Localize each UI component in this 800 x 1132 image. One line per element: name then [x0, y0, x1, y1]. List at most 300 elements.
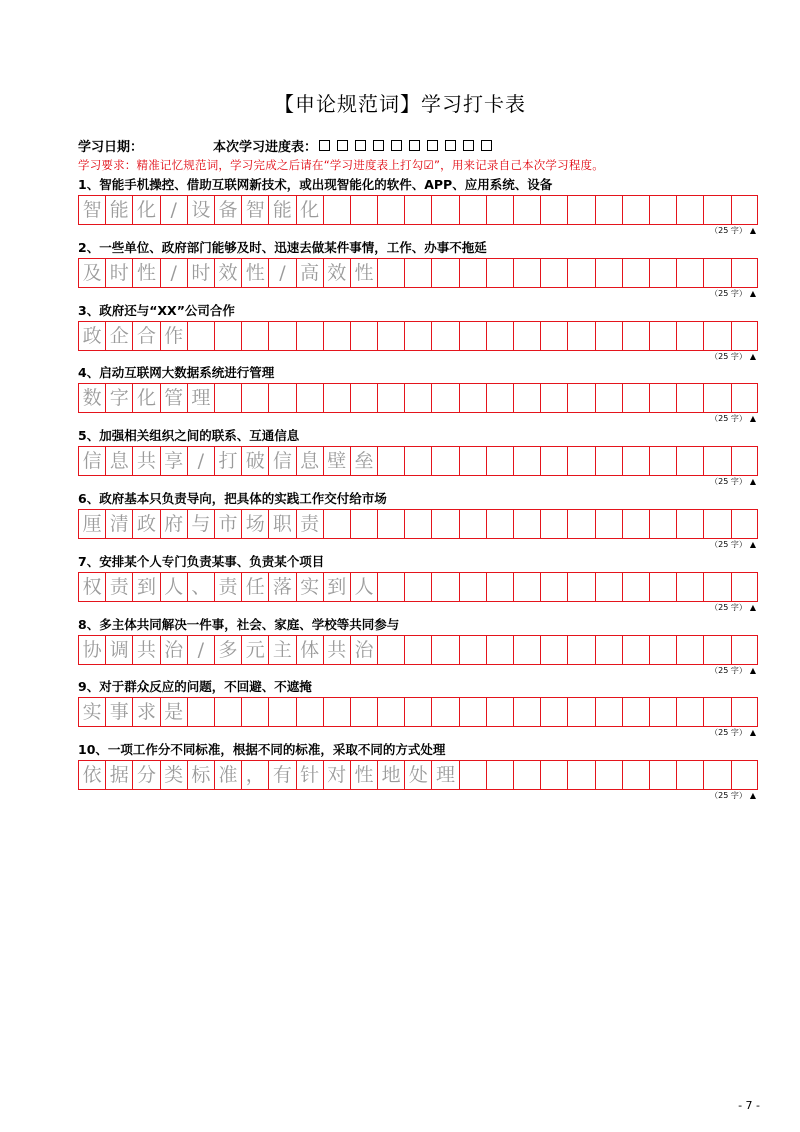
grid-cell[interactable]: [432, 698, 459, 726]
grid-cell[interactable]: [623, 510, 650, 538]
grid-cell[interactable]: [650, 698, 677, 726]
grid-cell[interactable]: 效: [215, 259, 242, 287]
grid-cell[interactable]: 依: [79, 761, 106, 789]
progress-checkbox[interactable]: [373, 140, 384, 151]
progress-checkbox[interactable]: [481, 140, 492, 151]
grid-cell[interactable]: [568, 196, 595, 224]
triangle-marker-icon: ▲: [749, 540, 756, 549]
grid-cell[interactable]: [351, 384, 378, 412]
grid-cell[interactable]: [623, 698, 650, 726]
char-count-note: [78, 665, 758, 677]
grid-cell[interactable]: [541, 322, 568, 350]
grid-cell[interactable]: /: [161, 196, 188, 224]
grid-cell[interactable]: [623, 447, 650, 475]
grid-cell[interactable]: 对: [324, 761, 351, 789]
triangle-marker-icon: ▲: [749, 791, 756, 801]
triangle-marker-icon: ▲: [749, 226, 756, 235]
grid-cell[interactable]: [677, 259, 704, 287]
char-count-label: （25 字）: [710, 351, 747, 361]
grid-cell[interactable]: [487, 636, 514, 664]
progress-checkbox[interactable]: [463, 140, 474, 151]
char-count-note: [78, 288, 758, 300]
grid-cell[interactable]: [324, 510, 351, 538]
progress-checkbox[interactable]: [445, 140, 456, 151]
grid-cell[interactable]: [704, 510, 731, 538]
grid-cell[interactable]: /: [269, 259, 296, 287]
grid-cell[interactable]: [487, 698, 514, 726]
grid-cell[interactable]: [650, 322, 677, 350]
grid-cell[interactable]: [324, 384, 351, 412]
char-count-label: （25 字）: [710, 728, 747, 738]
grid-cell[interactable]: 理: [188, 384, 215, 412]
writing-grid: [78, 635, 758, 665]
grid-cell[interactable]: [596, 636, 623, 664]
grid-cell[interactable]: 任: [242, 573, 269, 601]
grid-cell[interactable]: [460, 636, 487, 664]
grid-cell[interactable]: [487, 196, 514, 224]
grid-cell[interactable]: 治: [351, 636, 378, 664]
study-header-row: [78, 136, 492, 154]
grid-cell[interactable]: 针: [297, 761, 324, 789]
grid-cell[interactable]: [514, 636, 541, 664]
char-count-note: [78, 790, 758, 802]
grid-cell[interactable]: [460, 384, 487, 412]
practice-item: [78, 741, 758, 802]
grid-cell[interactable]: [732, 447, 759, 475]
triangle-marker-icon: ▲: [749, 477, 756, 487]
grid-cell[interactable]: [188, 698, 215, 726]
grid-cell[interactable]: 享: [161, 447, 188, 475]
grid-cell[interactable]: [324, 196, 351, 224]
grid-cell[interactable]: 高: [297, 259, 324, 287]
grid-cell[interactable]: [432, 259, 459, 287]
grid-cell[interactable]: 打: [215, 447, 242, 475]
grid-cell[interactable]: 责: [106, 573, 133, 601]
grid-cell[interactable]: [596, 573, 623, 601]
grid-cell[interactable]: [623, 196, 650, 224]
writing-grid: [78, 258, 758, 288]
grid-cell[interactable]: [405, 322, 432, 350]
grid-cell[interactable]: [215, 384, 242, 412]
item-prompt: 10、一项工作分不同标准，根据不同的标准，采取不同的方式处理: [78, 742, 446, 758]
char-count-note: [78, 225, 758, 237]
grid-cell[interactable]: 能: [106, 196, 133, 224]
grid-cell[interactable]: [297, 384, 324, 412]
grid-cell[interactable]: [677, 761, 704, 789]
grid-cell[interactable]: [460, 698, 487, 726]
grid-cell[interactable]: 及: [79, 259, 106, 287]
grid-cell[interactable]: [568, 573, 595, 601]
grid-cell[interactable]: [405, 259, 432, 287]
practice-item: [78, 239, 758, 300]
grid-cell[interactable]: 权: [79, 573, 106, 601]
grid-cell[interactable]: [732, 322, 759, 350]
triangle-marker-icon: ▲: [749, 414, 756, 424]
grid-cell[interactable]: [460, 510, 487, 538]
grid-cell[interactable]: [378, 322, 405, 350]
grid-cell[interactable]: [242, 322, 269, 350]
grid-cell[interactable]: 处: [405, 761, 432, 789]
grid-cell[interactable]: [623, 259, 650, 287]
grid-cell[interactable]: [487, 573, 514, 601]
grid-cell[interactable]: 信: [79, 447, 106, 475]
grid-cell[interactable]: [460, 196, 487, 224]
grid-cell[interactable]: 调: [106, 636, 133, 664]
grid-cell[interactable]: [432, 384, 459, 412]
grid-cell[interactable]: 性: [351, 761, 378, 789]
grid-cell[interactable]: 职: [269, 510, 296, 538]
grid-cell[interactable]: 时: [188, 259, 215, 287]
grid-cell[interactable]: 作: [161, 322, 188, 350]
grid-cell[interactable]: [487, 384, 514, 412]
char-count-label: （25 字）: [710, 477, 747, 487]
grid-cell[interactable]: 政: [133, 510, 160, 538]
grid-cell[interactable]: [541, 384, 568, 412]
practice-item: [78, 616, 758, 677]
grid-cell[interactable]: [487, 447, 514, 475]
grid-cell[interactable]: 人: [161, 573, 188, 601]
grid-cell[interactable]: [704, 196, 731, 224]
item-prompt: 1、智能手机操控、借助互联网新技术，或出现智能化的软件、APP、应用系统、设备: [78, 177, 553, 192]
grid-cell[interactable]: 治: [161, 636, 188, 664]
grid-cell[interactable]: 时: [106, 259, 133, 287]
grid-cell[interactable]: [677, 384, 704, 412]
grid-cell[interactable]: [405, 384, 432, 412]
progress-checkboxes: [319, 140, 492, 151]
grid-cell[interactable]: [351, 698, 378, 726]
grid-cell[interactable]: [541, 447, 568, 475]
grid-cell[interactable]: 化: [133, 384, 160, 412]
grid-cell[interactable]: 分: [133, 761, 160, 789]
grid-cell[interactable]: 企: [106, 322, 133, 350]
grid-cell[interactable]: [704, 447, 731, 475]
progress-checkbox[interactable]: [355, 140, 366, 151]
triangle-marker-icon: ▲: [749, 602, 756, 612]
grid-cell[interactable]: 效: [324, 259, 351, 287]
grid-cell[interactable]: 信: [269, 447, 296, 475]
grid-cell[interactable]: 人: [351, 573, 378, 601]
grid-cell[interactable]: [732, 573, 759, 601]
grid-cell[interactable]: 息: [106, 447, 133, 475]
grid-cell[interactable]: [650, 447, 677, 475]
grid-cell[interactable]: [704, 761, 731, 789]
grid-cell[interactable]: [677, 510, 704, 538]
grid-cell[interactable]: [514, 761, 541, 789]
grid-cell[interactable]: [732, 196, 759, 224]
grid-cell[interactable]: 设: [188, 196, 215, 224]
grid-cell[interactable]: [324, 322, 351, 350]
grid-cell[interactable]: 多: [215, 636, 242, 664]
grid-cell[interactable]: 政: [79, 322, 106, 350]
grid-cell[interactable]: [405, 510, 432, 538]
grid-cell[interactable]: 实: [79, 698, 106, 726]
grid-cell[interactable]: [432, 573, 459, 601]
grid-cell[interactable]: [568, 384, 595, 412]
grid-cell[interactable]: [514, 322, 541, 350]
grid-cell[interactable]: [297, 322, 324, 350]
grid-cell[interactable]: [405, 196, 432, 224]
grid-cell[interactable]: [568, 761, 595, 789]
grid-cell[interactable]: ，: [242, 761, 269, 789]
triangle-marker-icon: ▲: [749, 288, 756, 298]
grid-cell[interactable]: [732, 698, 759, 726]
grid-cell[interactable]: [596, 196, 623, 224]
grid-cell[interactable]: [487, 322, 514, 350]
progress-checkbox[interactable]: [319, 140, 330, 151]
grid-cell[interactable]: 到: [133, 573, 160, 601]
grid-cell[interactable]: [514, 447, 541, 475]
grid-cell[interactable]: [378, 573, 405, 601]
grid-cell[interactable]: [432, 636, 459, 664]
grid-cell[interactable]: 共: [133, 447, 160, 475]
grid-cell[interactable]: [514, 196, 541, 224]
grid-cell[interactable]: 性: [242, 259, 269, 287]
grid-cell[interactable]: [704, 259, 731, 287]
grid-cell[interactable]: [650, 636, 677, 664]
grid-cell[interactable]: [460, 322, 487, 350]
grid-cell[interactable]: [242, 698, 269, 726]
grid-cell[interactable]: [623, 322, 650, 350]
writing-grid: [78, 760, 758, 790]
grid-cell[interactable]: [541, 636, 568, 664]
grid-cell[interactable]: [378, 510, 405, 538]
practice-item: [78, 490, 758, 551]
grid-cell[interactable]: /: [188, 447, 215, 475]
grid-cell[interactable]: [297, 698, 324, 726]
grid-cell[interactable]: 共: [133, 636, 160, 664]
grid-cell[interactable]: [460, 447, 487, 475]
grid-cell[interactable]: [623, 573, 650, 601]
grid-cell[interactable]: [677, 196, 704, 224]
page-title: 【申论规范词】学习打卡表: [274, 92, 526, 116]
grid-cell[interactable]: [704, 573, 731, 601]
char-count-label: （25 字）: [710, 414, 747, 424]
grid-cell[interactable]: 准: [215, 761, 242, 789]
grid-cell[interactable]: 元: [242, 636, 269, 664]
grid-cell[interactable]: [378, 636, 405, 664]
grid-cell[interactable]: [460, 761, 487, 789]
practice-item: [78, 176, 758, 237]
writing-grid: [78, 321, 758, 351]
grid-cell[interactable]: 地: [378, 761, 405, 789]
grid-cell[interactable]: 数: [79, 384, 106, 412]
grid-cell[interactable]: 主: [269, 636, 296, 664]
grid-cell[interactable]: 性: [133, 259, 160, 287]
writing-grid: [78, 446, 758, 476]
grid-cell[interactable]: 备: [215, 196, 242, 224]
grid-cell[interactable]: [568, 447, 595, 475]
grid-cell[interactable]: [378, 196, 405, 224]
grid-cell[interactable]: [623, 761, 650, 789]
grid-cell[interactable]: 管: [161, 384, 188, 412]
grid-cell[interactable]: 厘: [79, 510, 106, 538]
grid-cell[interactable]: [541, 698, 568, 726]
grid-cell[interactable]: [568, 322, 595, 350]
grid-cell[interactable]: [732, 636, 759, 664]
grid-cell[interactable]: 清: [106, 510, 133, 538]
grid-cell[interactable]: [432, 322, 459, 350]
char-count-note: [78, 413, 758, 425]
grid-cell[interactable]: [568, 636, 595, 664]
grid-cell[interactable]: 破: [242, 447, 269, 475]
progress-label: 本次学习进度表：: [213, 139, 318, 155]
grid-cell[interactable]: 求: [133, 698, 160, 726]
grid-cell[interactable]: [269, 384, 296, 412]
grid-cell[interactable]: 共: [324, 636, 351, 664]
grid-cell[interactable]: 是: [161, 698, 188, 726]
grid-cell[interactable]: 息: [297, 447, 324, 475]
char-count-note: [78, 539, 758, 551]
item-prompt: 4、启动互联网大数据系统进行管理: [78, 365, 275, 381]
grid-cell[interactable]: [351, 196, 378, 224]
grid-cell[interactable]: [596, 322, 623, 350]
grid-cell[interactable]: [704, 322, 731, 350]
grid-cell[interactable]: [460, 573, 487, 601]
grid-cell[interactable]: 壁: [324, 447, 351, 475]
grid-cell[interactable]: 体: [297, 636, 324, 664]
progress-checkbox[interactable]: [391, 140, 402, 151]
grid-cell[interactable]: [650, 196, 677, 224]
grid-cell[interactable]: 协: [79, 636, 106, 664]
grid-cell[interactable]: [596, 510, 623, 538]
grid-cell[interactable]: [514, 510, 541, 538]
grid-cell[interactable]: 到: [324, 573, 351, 601]
grid-cell[interactable]: [732, 259, 759, 287]
grid-cell[interactable]: [514, 259, 541, 287]
grid-cell[interactable]: [269, 322, 296, 350]
grid-cell[interactable]: 化: [297, 196, 324, 224]
grid-cell[interactable]: 理: [432, 761, 459, 789]
grid-cell[interactable]: [596, 447, 623, 475]
grid-cell[interactable]: [405, 447, 432, 475]
grid-cell[interactable]: [324, 698, 351, 726]
grid-cell[interactable]: [460, 259, 487, 287]
grid-cell[interactable]: [704, 698, 731, 726]
grid-cell[interactable]: [704, 384, 731, 412]
grid-cell[interactable]: [432, 447, 459, 475]
grid-cell[interactable]: [541, 196, 568, 224]
grid-cell[interactable]: [378, 384, 405, 412]
grid-cell[interactable]: [568, 698, 595, 726]
grid-cell[interactable]: [541, 573, 568, 601]
grid-cell[interactable]: [732, 510, 759, 538]
grid-cell[interactable]: [704, 636, 731, 664]
grid-cell[interactable]: [650, 259, 677, 287]
grid-cell[interactable]: 性: [351, 259, 378, 287]
grid-cell[interactable]: [677, 698, 704, 726]
grid-cell[interactable]: /: [161, 259, 188, 287]
grid-cell[interactable]: [732, 384, 759, 412]
grid-cell[interactable]: [514, 384, 541, 412]
grid-cell[interactable]: [378, 259, 405, 287]
grid-cell[interactable]: [351, 322, 378, 350]
grid-cell[interactable]: 智: [242, 196, 269, 224]
grid-cell[interactable]: [623, 384, 650, 412]
grid-cell[interactable]: /: [188, 636, 215, 664]
grid-cell[interactable]: 场: [242, 510, 269, 538]
grid-cell[interactable]: [432, 510, 459, 538]
grid-cell[interactable]: [541, 510, 568, 538]
grid-cell[interactable]: 化: [133, 196, 160, 224]
grid-cell[interactable]: [650, 761, 677, 789]
grid-cell[interactable]: [514, 698, 541, 726]
grid-cell[interactable]: [487, 510, 514, 538]
grid-cell[interactable]: [541, 761, 568, 789]
char-count-label: （25 字）: [710, 602, 747, 612]
grid-cell[interactable]: [242, 384, 269, 412]
grid-cell[interactable]: 、: [188, 573, 215, 601]
grid-cell[interactable]: [405, 636, 432, 664]
grid-cell[interactable]: [378, 698, 405, 726]
grid-cell[interactable]: 能: [269, 196, 296, 224]
grid-cell[interactable]: 实: [297, 573, 324, 601]
grid-cell[interactable]: [677, 573, 704, 601]
grid-cell[interactable]: [487, 259, 514, 287]
grid-cell[interactable]: [541, 259, 568, 287]
grid-cell[interactable]: 市: [215, 510, 242, 538]
grid-cell[interactable]: [269, 698, 296, 726]
grid-cell[interactable]: [188, 322, 215, 350]
grid-cell[interactable]: [732, 761, 759, 789]
grid-cell[interactable]: 责: [215, 573, 242, 601]
grid-cell[interactable]: [432, 196, 459, 224]
grid-cell[interactable]: [623, 636, 650, 664]
progress-checkbox[interactable]: [409, 140, 420, 151]
grid-cell[interactable]: 责: [297, 510, 324, 538]
grid-cell[interactable]: [568, 510, 595, 538]
item-prompt: 2、一些单位、政府部门能够及时、迅速去做某件事情，工作、办事不拖延: [78, 239, 487, 255]
study-requirement: 学习要求：精准记忆规范词，学习完成之后请在“学习进度表上打勾☑”，用来记录自己本次学习程度。: [78, 158, 604, 172]
page-number: - 7 -: [738, 1099, 760, 1112]
grid-cell[interactable]: [677, 447, 704, 475]
progress-checkbox[interactable]: [337, 140, 348, 151]
grid-cell[interactable]: [596, 761, 623, 789]
practice-item: [78, 302, 758, 363]
grid-cell[interactable]: 类: [161, 761, 188, 789]
grid-cell[interactable]: [514, 573, 541, 601]
grid-cell[interactable]: 合: [133, 322, 160, 350]
grid-cell[interactable]: [650, 384, 677, 412]
grid-cell[interactable]: [677, 322, 704, 350]
progress-checkbox[interactable]: [427, 140, 438, 151]
grid-cell[interactable]: [596, 384, 623, 412]
grid-cell[interactable]: [378, 447, 405, 475]
grid-cell[interactable]: 落: [269, 573, 296, 601]
grid-cell[interactable]: [215, 698, 242, 726]
grid-cell[interactable]: 垒: [351, 447, 378, 475]
grid-cell[interactable]: [487, 761, 514, 789]
grid-cell[interactable]: 有: [269, 761, 296, 789]
grid-cell[interactable]: [596, 698, 623, 726]
grid-cell[interactable]: [351, 510, 378, 538]
grid-cell[interactable]: 智: [79, 196, 106, 224]
grid-cell[interactable]: [215, 322, 242, 350]
grid-cell[interactable]: 据: [106, 761, 133, 789]
grid-cell[interactable]: 字: [106, 384, 133, 412]
grid-cell[interactable]: 标: [188, 761, 215, 789]
grid-cell[interactable]: 事: [106, 698, 133, 726]
grid-cell[interactable]: [650, 510, 677, 538]
grid-cell[interactable]: 与: [188, 510, 215, 538]
grid-cell[interactable]: 府: [161, 510, 188, 538]
grid-cell[interactable]: [596, 259, 623, 287]
grid-cell[interactable]: [405, 573, 432, 601]
grid-cell[interactable]: [677, 636, 704, 664]
grid-cell[interactable]: [405, 698, 432, 726]
grid-cell[interactable]: [650, 573, 677, 601]
writing-grid: [78, 383, 758, 413]
grid-cell[interactable]: [568, 259, 595, 287]
